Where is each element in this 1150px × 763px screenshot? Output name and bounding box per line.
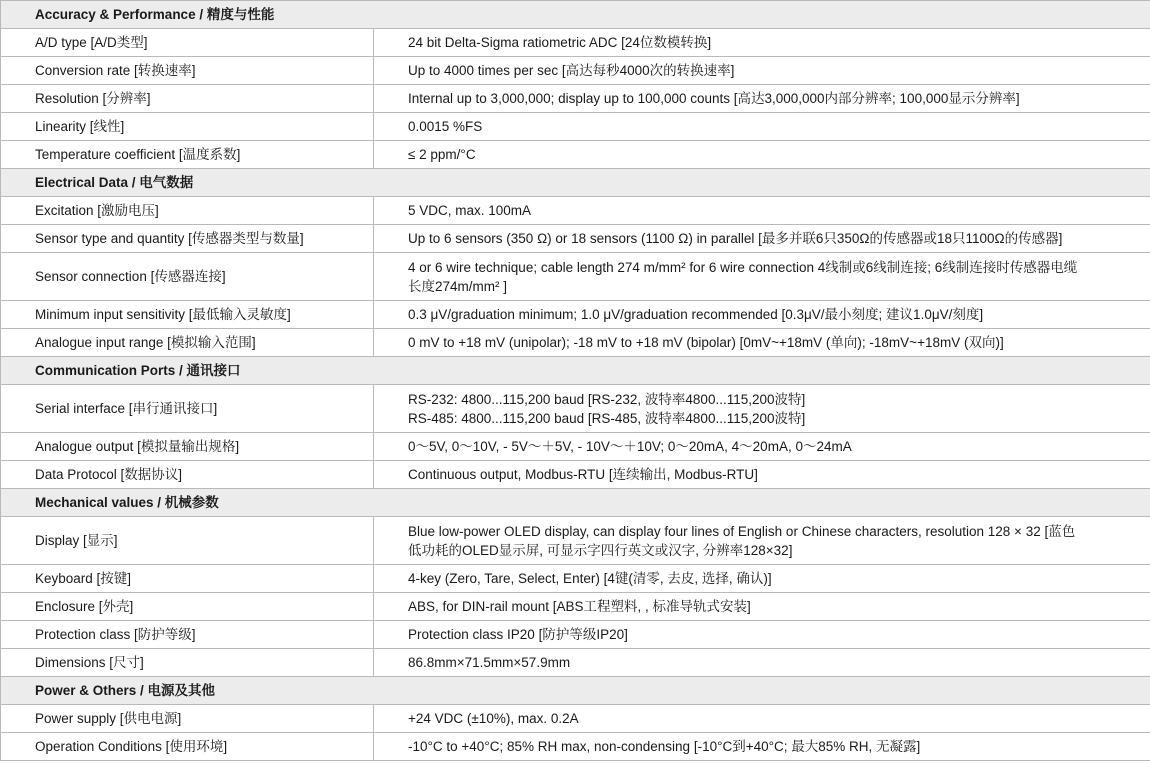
- spec-row: [1, 649, 1150, 677]
- spec-value-line: ABS, for DIN-rail mount [ABS工程塑料, , 标准导轨式安装]: [408, 599, 751, 614]
- spec-label: Display [显示]: [1, 517, 374, 565]
- spec-label: Dimensions [尺寸]: [1, 649, 374, 677]
- spec-table-body: [1, 1, 1150, 761]
- spec-value: [374, 621, 1150, 649]
- spec-value-line: 0 mV to +18 mV (unipolar); -18 mV to +18 mV (bipolar) [0mV~+18mV (单向); -18mV~+18mV (双向)]: [408, 335, 1004, 350]
- spec-value: [374, 85, 1150, 113]
- section-header: [1, 677, 1150, 705]
- spec-value-line: -10°C to +40°C; 85% RH max, non-condensing [-10°C到+40°C; 最大85% RH, 无凝露]: [408, 739, 921, 754]
- spec-value: [374, 705, 1150, 733]
- spec-row: [1, 733, 1150, 761]
- spec-label: Resolution [分辨率]: [1, 85, 374, 113]
- spec-value-line: 长度274m/mm² ]: [408, 278, 508, 294]
- spec-label: Keyboard [按键]: [1, 565, 374, 593]
- spec-row: [1, 705, 1150, 733]
- spec-value-line: 低功耗的OLED显示屏, 可显示字四行英文或汉字, 分辨率128×32]: [408, 542, 793, 558]
- spec-row: [1, 141, 1150, 169]
- spec-label: Minimum input sensitivity [最低输入灵敏度]: [1, 301, 374, 329]
- spec-label: Sensor type and quantity [传感器类型与数量]: [1, 225, 374, 253]
- spec-value-line: Internal up to 3,000,000; display up to 100,000 counts [高达3,000,000内部分辨率; 100,000显示分辨率]: [408, 91, 1020, 106]
- spec-label: Excitation [激励电压]: [1, 197, 374, 225]
- section-header: [1, 357, 1150, 385]
- spec-row: [1, 565, 1150, 593]
- spec-label: Analogue output [模拟量输出规格]: [1, 433, 374, 461]
- spec-row: [1, 621, 1150, 649]
- spec-value: [374, 593, 1150, 621]
- spec-value-line: RS-485: 4800...115,200 baud [RS-485, 波特率4800...115,200波特]: [408, 410, 806, 426]
- spec-value: [374, 565, 1150, 593]
- spec-label: Protection class [防护等级]: [1, 621, 374, 649]
- spec-row: [1, 113, 1150, 141]
- spec-value-line: RS-232: 4800...115,200 baud [RS-232, 波特率4800...115,200波特]: [408, 391, 806, 407]
- spec-label: Power supply [供电电源]: [1, 705, 374, 733]
- spec-row: [1, 29, 1150, 57]
- spec-value: [374, 733, 1150, 761]
- spec-value: [374, 253, 1150, 301]
- spec-value: [374, 225, 1150, 253]
- section-title: Electrical Data / 电气数据: [1, 169, 1150, 197]
- spec-value-line: 4-key (Zero, Tare, Select, Enter) [4键(清零, 去皮, 选择, 确认)]: [408, 571, 772, 586]
- spec-value: [374, 57, 1150, 85]
- spec-value-line: Blue low-power OLED display, can display four lines of English or Chinese characters, resolution 128 × 32 [蓝色: [408, 523, 1076, 539]
- section-header: [1, 489, 1150, 517]
- spec-row: [1, 461, 1150, 489]
- spec-row: [1, 517, 1150, 565]
- spec-value: [374, 329, 1150, 357]
- spec-row: [1, 593, 1150, 621]
- spec-label: Analogue input range [模拟输入范围]: [1, 329, 374, 357]
- spec-value-line: Protection class IP20 [防护等级IP20]: [408, 627, 628, 642]
- spec-row: [1, 253, 1150, 301]
- spec-value: [374, 141, 1150, 169]
- spec-row: [1, 57, 1150, 85]
- spec-value-line: 0.3 μV/graduation minimum; 1.0 μV/graduation recommended [0.3μV/最小刻度; 建议1.0μV/刻度]: [408, 307, 984, 322]
- spec-label: Serial interface [串行通讯接口]: [1, 385, 374, 433]
- spec-value-line: 24 bit Delta-Sigma ratiometric ADC [24位数模转换]: [408, 35, 712, 50]
- section-title: Mechanical values / 机械参数: [1, 489, 1150, 517]
- spec-label: Sensor connection [传感器连接]: [1, 253, 374, 301]
- spec-row: [1, 85, 1150, 113]
- section-title: Power & Others / 电源及其他: [1, 677, 1150, 705]
- spec-value: [374, 461, 1150, 489]
- section-title: Accuracy & Performance / 精度与性能: [1, 1, 1150, 29]
- spec-value-line: 0.0015 %FS: [408, 119, 483, 134]
- spec-value: [374, 649, 1150, 677]
- spec-label: Linearity [线性]: [1, 113, 374, 141]
- spec-value: [374, 433, 1150, 461]
- spec-label: Enclosure [外壳]: [1, 593, 374, 621]
- spec-label: Data Protocol [数据协议]: [1, 461, 374, 489]
- spec-value: [374, 29, 1150, 57]
- spec-value-line: 4 or 6 wire technique; cable length 274 m/mm² for 6 wire connection 4线制或6线制连接; 6线制连接时传感器电缆: [408, 259, 1078, 275]
- spec-value-line: 0～5V, 0～10V, - 5V～＋5V, - 10V～＋10V; 0～20mA, 4～20mA, 0～24mA: [408, 439, 852, 454]
- spec-value-line: 86.8mm×71.5mm×57.9mm: [408, 655, 571, 670]
- spec-value-line: ≤ 2 ppm/°C: [408, 147, 476, 162]
- spec-value-line: 5 VDC, max. 100mA: [408, 203, 532, 218]
- spec-label: Operation Conditions [使用环境]: [1, 733, 374, 761]
- spec-value: [374, 113, 1150, 141]
- spec-value-line: Continuous output, Modbus-RTU [连续输出, Modbus-RTU]: [408, 467, 758, 482]
- spec-label: Conversion rate [转换速率]: [1, 57, 374, 85]
- spec-row: [1, 225, 1150, 253]
- spec-row: [1, 301, 1150, 329]
- spec-row: [1, 329, 1150, 357]
- spec-value-line: +24 VDC (±10%), max. 0.2A: [408, 711, 579, 726]
- spec-row: [1, 433, 1150, 461]
- spec-value: [374, 197, 1150, 225]
- section-header: [1, 169, 1150, 197]
- section-title: Communication Ports / 通讯接口: [1, 357, 1150, 385]
- spec-row: [1, 385, 1150, 433]
- spec-value: [374, 385, 1150, 433]
- spec-label: A/D type [A/D类型]: [1, 29, 374, 57]
- section-header: [1, 1, 1150, 29]
- spec-value: [374, 301, 1150, 329]
- spec-label: Temperature coefficient [温度系数]: [1, 141, 374, 169]
- spec-value: [374, 517, 1150, 565]
- spec-value-line: Up to 4000 times per sec [高达每秒4000次的转换速率]: [408, 63, 735, 78]
- spec-row: [1, 197, 1150, 225]
- spec-value-line: Up to 6 sensors (350 Ω) or 18 sensors (1100 Ω) in parallel [最多并联6只350Ω的传感器或18只1100Ω的传感器]: [408, 231, 1063, 246]
